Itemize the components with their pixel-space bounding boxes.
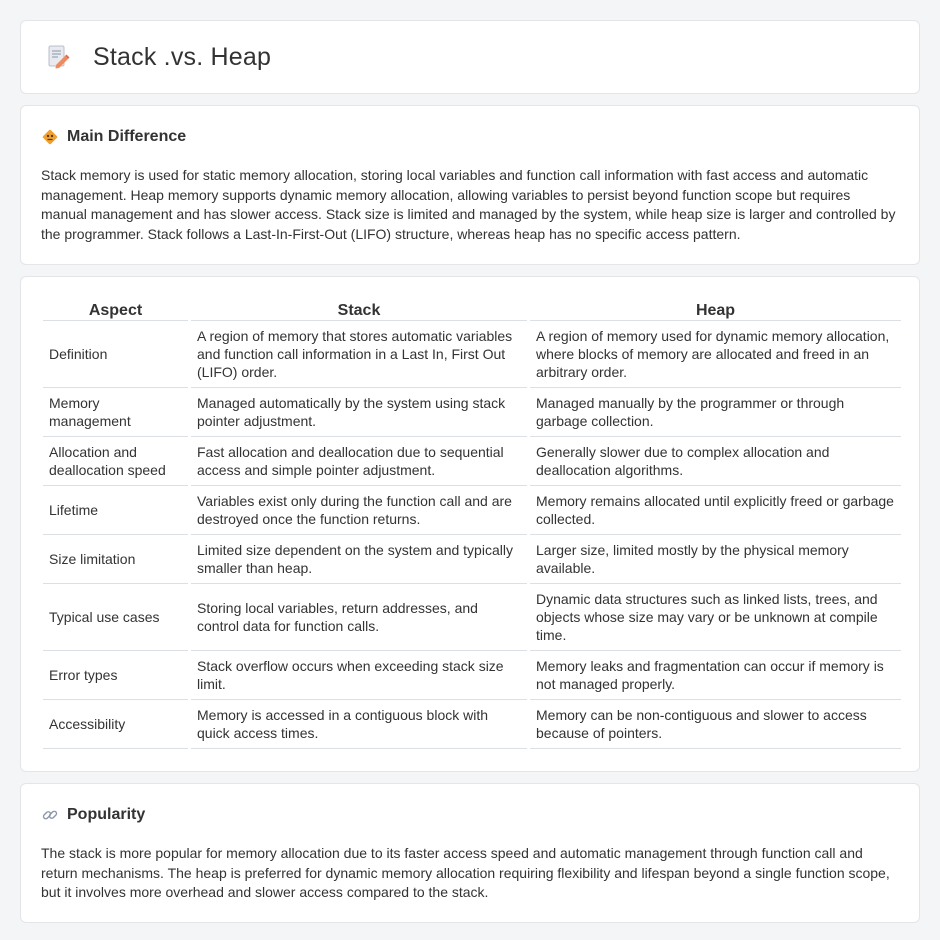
row-aspect: Lifetime [43, 486, 188, 535]
row-aspect: Typical use cases [43, 584, 188, 651]
row-stack: Stack overflow occurs when exceeding stack size limit. [191, 651, 527, 700]
link-icon [41, 806, 59, 824]
table-header-row [43, 297, 901, 321]
row-heap: Memory can be non-contiguous and slower to access because of pointers. [530, 700, 901, 749]
row-stack: Storing local variables, return addresses, and control data for function calls. [191, 584, 527, 651]
row-stack: A region of memory that stores automatic variables and function call information in a Last In, First Out (LIFO) order. [191, 321, 527, 388]
row-aspect: Error types [43, 651, 188, 700]
row-heap: Memory remains allocated until explicitly freed or garbage collected. [530, 486, 901, 535]
row-aspect: Accessibility [43, 700, 188, 749]
table-row [43, 486, 901, 535]
header-aspect: Aspect [43, 297, 188, 321]
row-aspect: Size limitation [43, 535, 188, 584]
popularity-section [20, 783, 920, 923]
table-row [43, 321, 901, 388]
popularity-text: The stack is more popular for memory allocation due to its faster access speed and automatic management through function call and return mechanisms. The heap is preferred for dynamic memory allocation requiring flexibility and lifespan beyond a single function scope, but it involves more overhead and slower access compared to the stack. [41, 845, 890, 900]
row-heap: Larger size, limited mostly by the physical memory available. [530, 535, 901, 584]
row-heap: A region of memory used for dynamic memory allocation, where blocks of memory are allocated and freed in an arbitrary order. [530, 321, 901, 388]
row-stack: Variables exist only during the function call and are destroyed once the function returns. [191, 486, 527, 535]
table-row [43, 651, 901, 700]
header-stack: Stack [191, 297, 527, 321]
row-heap: Memory leaks and fragmentation can occur if memory is not managed properly. [530, 651, 901, 700]
row-aspect: Memory management [43, 388, 188, 437]
row-stack: Managed automatically by the system using stack pointer adjustment. [191, 388, 527, 437]
document-edit-icon [45, 44, 71, 70]
table-row [43, 700, 901, 749]
table-row [43, 437, 901, 486]
main-difference-title: Main Difference [67, 128, 187, 145]
title-card [20, 20, 920, 94]
comparison-table-section [20, 276, 920, 772]
main-difference-header [41, 126, 899, 148]
row-aspect: Allocation and deallocation speed [43, 437, 188, 486]
row-heap: Managed manually by the programmer or through garbage collection. [530, 388, 901, 437]
popularity-header [41, 804, 899, 826]
warning-sign-icon [41, 128, 59, 146]
row-heap: Dynamic data structures such as linked lists, trees, and objects whose size may vary or be unknown at compile time. [530, 584, 901, 651]
row-stack: Fast allocation and deallocation due to sequential access and simple pointer adjustment. [191, 437, 527, 486]
main-difference-section [20, 105, 920, 265]
main-difference-text: Stack memory is used for static memory allocation, storing local variables and function call information with fast access and automatic management. Heap memory supports dynamic memory allocation, allowing variables to persist beyond function scope but requires manual management and has slower access. Stack size is limited and managed by the system, while heap size is larger and controlled by the programmer. Stack follows a Last-In-First-Out (LIFO) structure, whereas heap has no specific access pattern. [41, 167, 896, 242]
table-row [43, 584, 901, 651]
table-row [43, 535, 901, 584]
header-heap: Heap [530, 297, 901, 321]
row-stack: Limited size dependent on the system and typically smaller than heap. [191, 535, 527, 584]
row-heap: Generally slower due to complex allocation and deallocation algorithms. [530, 437, 901, 486]
row-aspect: Definition [43, 321, 188, 388]
table-row [43, 388, 901, 437]
popularity-title: Popularity [67, 806, 146, 823]
comparison-table [40, 297, 904, 749]
page-title: Stack .vs. Heap [93, 42, 272, 71]
row-stack: Memory is accessed in a contiguous block with quick access times. [191, 700, 527, 749]
